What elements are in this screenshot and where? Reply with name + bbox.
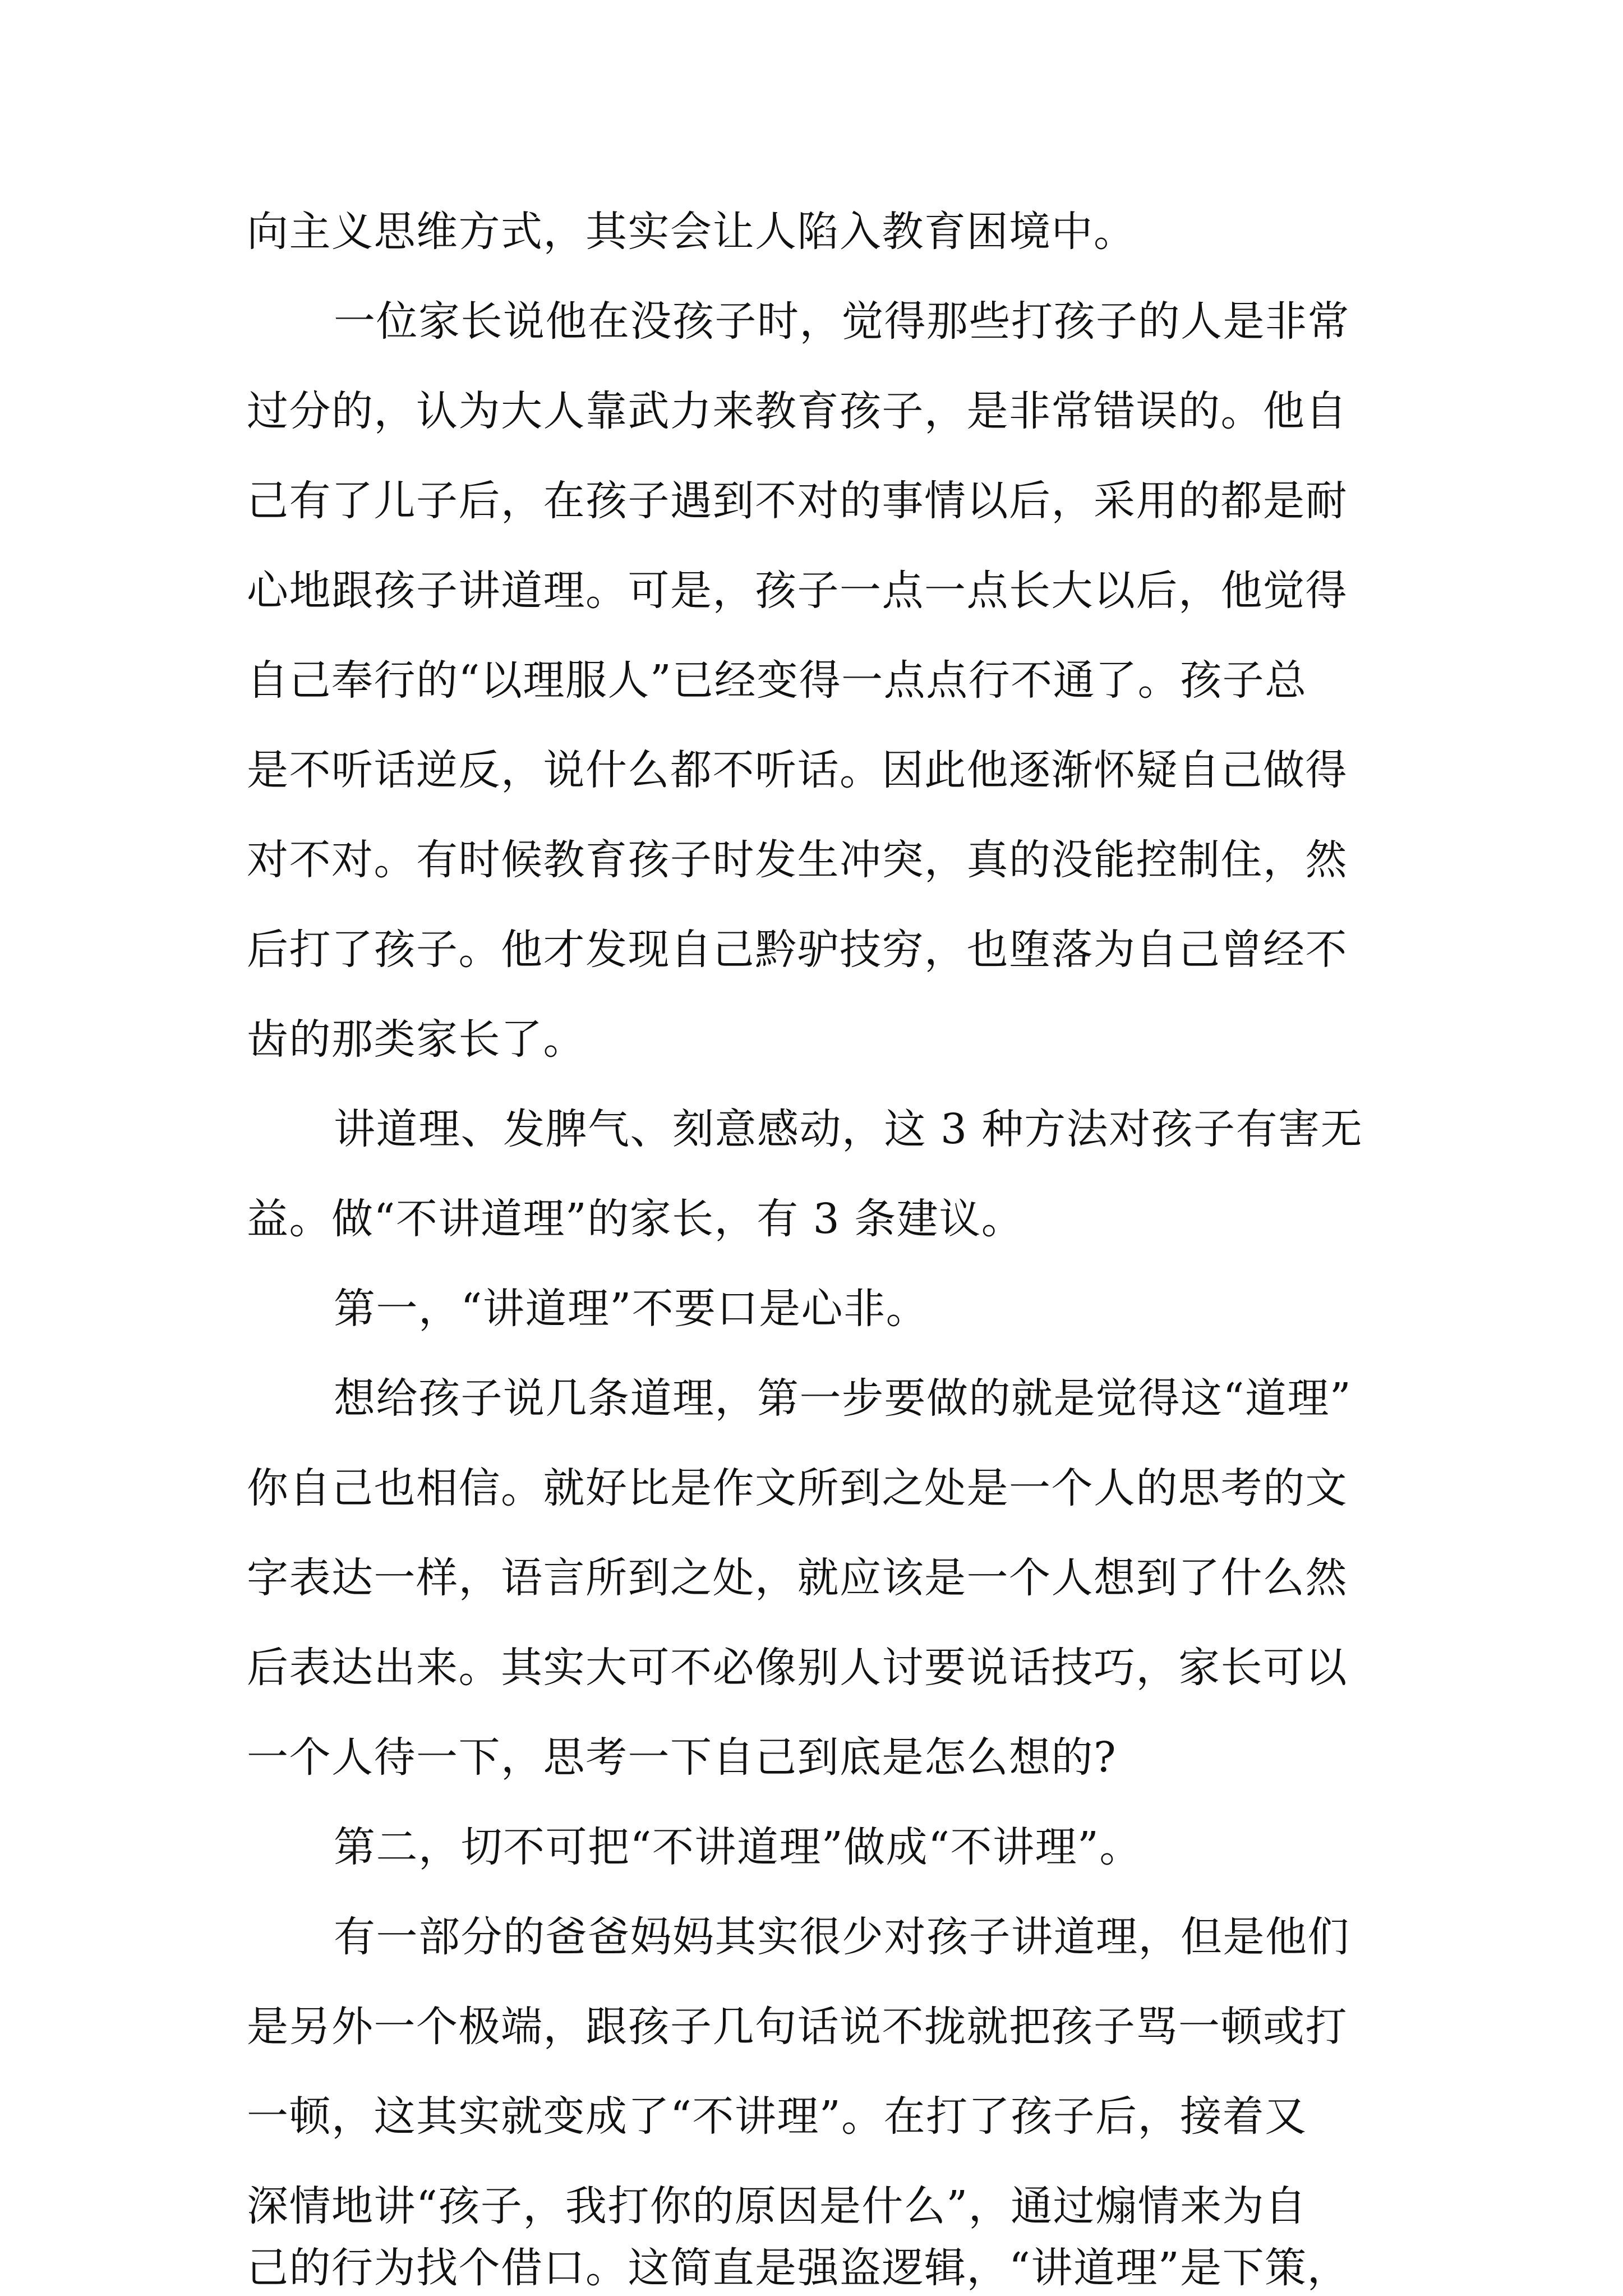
- text-line: 后表达出来。其实大可不必像别人讨要说话技巧，家长可以: [247, 1644, 1348, 1692]
- text-line: 是不听话逆反，说什么都不听话。因此他逐渐怀疑自己做得: [247, 746, 1348, 794]
- text-line: 一顿，这其实就变成了“不讲理”。在打了孩子后，接着又: [247, 2092, 1307, 2141]
- text-line: 自己奉行的“以理服人”已经变得一点点行不通了。孩子总: [247, 656, 1307, 705]
- text-line: 己的行为找个借口。这简直是强盗逻辑，“讲道理”是下策，: [247, 2244, 1350, 2292]
- paragraph-first-line: 一位家长说他在没孩子时，觉得那些打孩子的人是非常: [334, 297, 1350, 346]
- paragraph-first-line: 有一部分的爸爸妈妈其实很少对孩子讲道理，但是他们: [334, 1913, 1350, 1961]
- text-line: 齿的那类家长了。: [247, 1015, 585, 1064]
- paragraph-first-line: 想给孩子说几条道理，第一步要做的就是觉得这“道理”: [334, 1374, 1352, 1423]
- text-line: 己有了儿子后，在孩子遇到不对的事情以后，采用的都是耐: [247, 477, 1348, 525]
- text-line: 是另外一个极端，跟孩子几句话说不拢就把孩子骂一顿或打: [247, 2003, 1348, 2051]
- text-line: 心地跟孩子讲道理。可是，孩子一点一点长大以后，他觉得: [247, 567, 1348, 615]
- section-heading: 第一，“讲道理”不要口是心非。: [334, 1285, 929, 1333]
- text-line: 字表达一样，语言所到之处，就应该是一个人想到了什么然: [247, 1554, 1348, 1602]
- text-line: 你自己也相信。就好比是作文所到之处是一个人的思考的文: [247, 1464, 1348, 1512]
- section-heading: 第二，切不可把“不讲道理”做成“不讲理”。: [334, 1823, 1142, 1871]
- text-line: 过分的，认为大人靠武力来教育孩子，是非常错误的。他自: [247, 387, 1348, 435]
- text-line: 深情地讲“孩子，我打你的原因是什么”，通过煽情来为自: [247, 2182, 1307, 2230]
- text-line: 对不对。有时候教育孩子时发生冲突，真的没能控制住，然: [247, 836, 1348, 884]
- text-line: 后打了孩子。他才发现自己黔驴技穷，也堕落为自己曾经不: [247, 926, 1348, 974]
- text-line: 向主义思维方式，其实会让人陷入教育困境中。: [247, 208, 1136, 256]
- text-line: 益。做“不讲道理”的家长，有 3 条建议。: [247, 1195, 1024, 1243]
- paragraph-first-line: 讲道理、发脾气、刻意感动，这 3 种方法对孩子有害无: [334, 1105, 1363, 1153]
- text-line: 一个人待一下，思考一下自己到底是怎么想的?: [247, 1733, 1117, 1782]
